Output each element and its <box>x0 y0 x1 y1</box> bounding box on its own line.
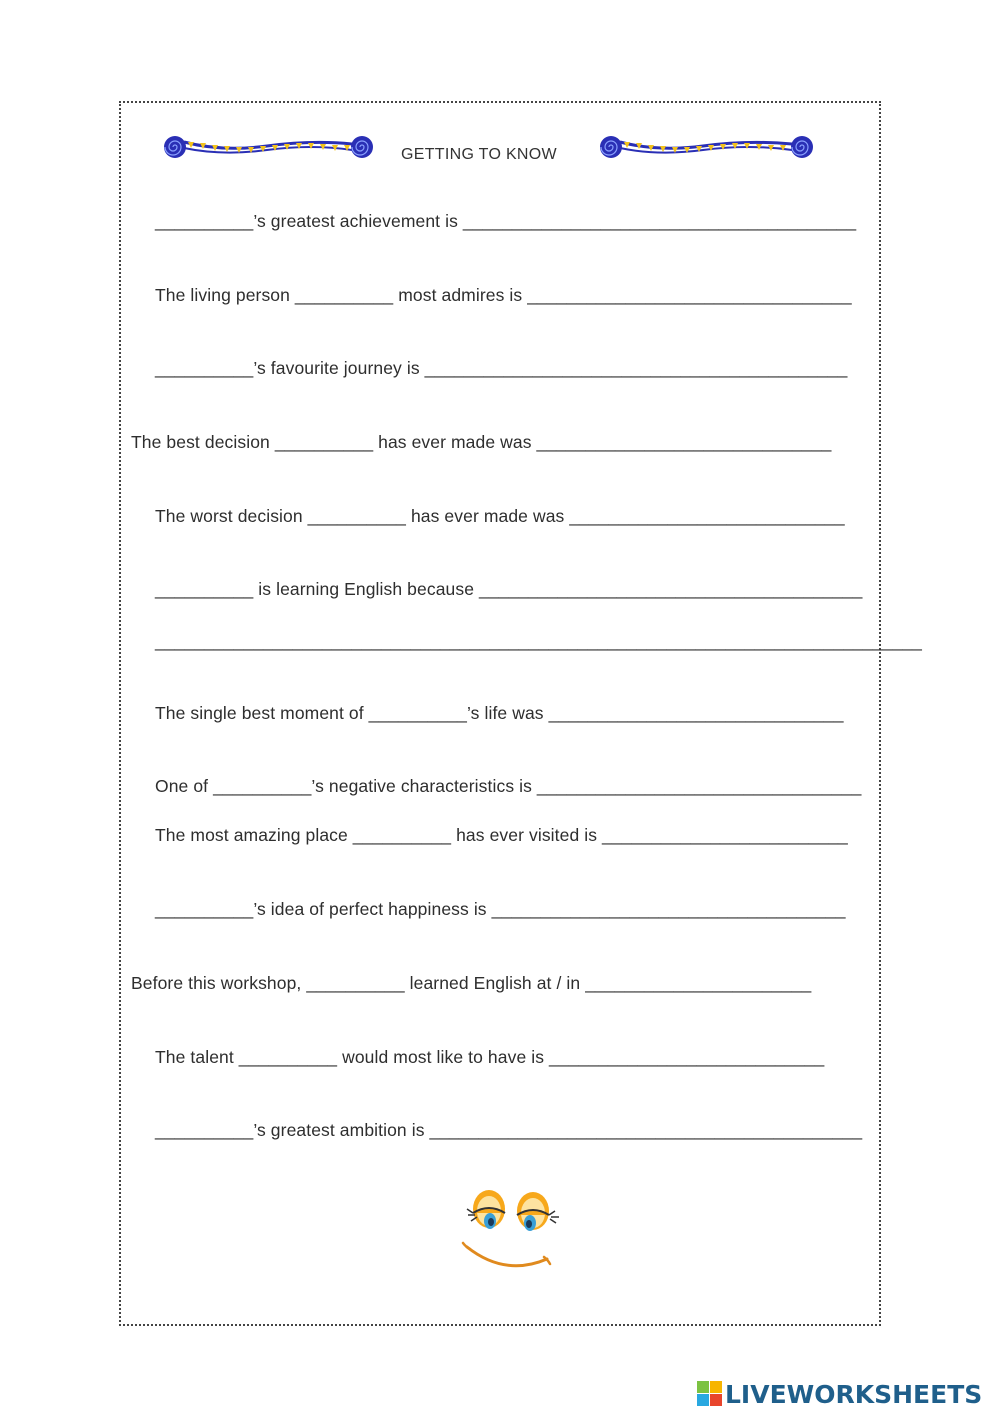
sentence-line: The best decision __________ has ever made was ______________________________ <box>131 432 832 452</box>
sentence-line: One of __________’s negative characteristics is _________________________________ <box>155 776 862 796</box>
wavy-ornament-right-icon <box>598 134 816 162</box>
sentence-line: __________’s greatest achievement is ________________________________________ <box>155 211 857 231</box>
sentence-line: The most amazing place __________ has ever visited is _________________________ <box>155 825 848 845</box>
brand-logo[interactable] <box>697 1378 982 1410</box>
brand-name: LIVEWORKSHEETS <box>725 1379 983 1409</box>
liveworksheets-logo-icon <box>697 1381 723 1407</box>
sentence-line: The living person __________ most admires is _________________________________ <box>155 285 852 305</box>
sentence-line: __________’s favourite journey is ___________________________________________ <box>155 358 848 378</box>
sentence-line: Before this workshop, __________ learned English at / in _______________________ <box>131 973 812 993</box>
sentence-line: __________’s greatest ambition is ____________________________________________ <box>155 1120 863 1140</box>
sentence-line: __________’s idea of perfect happiness is ____________________________________ <box>155 899 846 919</box>
wavy-ornament-left-icon <box>162 134 376 162</box>
blank-line: ______________________________________________________________________________ <box>155 631 922 651</box>
sentence-line: The talent __________ would most like to have is ____________________________ <box>155 1047 825 1067</box>
sentence-line: The single best moment of __________’s life was ______________________________ <box>155 703 844 723</box>
sentence-line: The worst decision __________ has ever made was ____________________________ <box>155 506 845 526</box>
sentence-line: __________ is learning English because _______________________________________ <box>155 579 863 599</box>
worksheet-title: GETTING TO KNOW <box>401 146 557 163</box>
smiley-face-icon <box>455 1185 570 1277</box>
